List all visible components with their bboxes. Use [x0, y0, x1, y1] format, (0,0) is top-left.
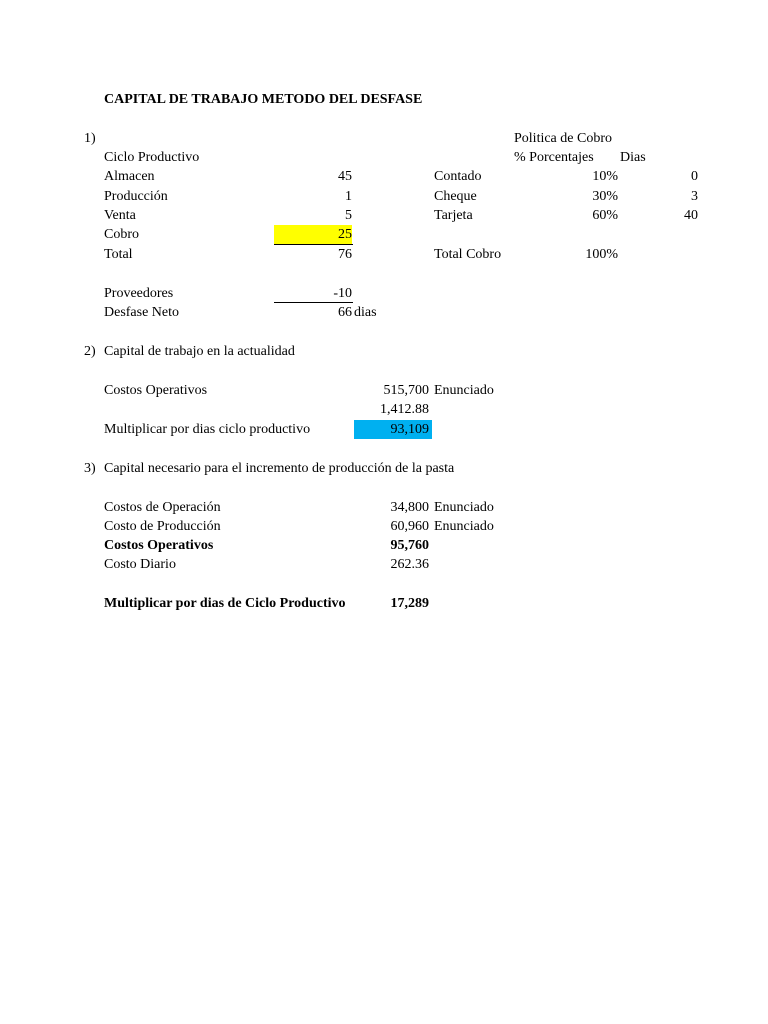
cheque-pct: 30% [592, 189, 618, 204]
costos-operativos-total-value: 95,760 [390, 538, 429, 553]
produccion-value: 1 [345, 189, 352, 204]
produccion-label: Producción [104, 189, 168, 204]
proveedores-label: Proveedores [104, 286, 174, 301]
tarjeta-label: Tarjeta [434, 208, 473, 223]
multiplicar-actual-label: Multiplicar por dias ciclo productivo [104, 422, 311, 437]
section-2-number: 2) [84, 344, 96, 359]
section-1-number: 1) [84, 131, 96, 146]
tarjeta-days: 40 [684, 208, 698, 223]
costos-operacion-note: Enunciado [434, 500, 494, 515]
almacen-label: Almacen [104, 169, 155, 184]
costos-operacion-label: Costos de Operación [104, 500, 221, 515]
total-value: 76 [338, 247, 352, 262]
section-2-heading: Capital de trabajo en la actualidad [104, 344, 295, 359]
tarjeta-pct: 60% [592, 208, 618, 223]
dias-header: Dias [620, 150, 646, 165]
total-cobro-label: Total Cobro [434, 247, 502, 262]
sheet-title: CAPITAL DE TRABAJO METODO DEL DESFASE [104, 92, 423, 107]
costo-diario-label: Costo Diario [104, 557, 176, 572]
costos-operativos-total-label: Costos Operativos [104, 538, 214, 553]
costo-diario-value: 262.36 [390, 557, 429, 572]
cheque-days: 3 [691, 189, 698, 204]
contado-days: 0 [691, 169, 698, 184]
porcentajes-header: % Porcentajes [514, 150, 594, 165]
multiplicar-incremento-value: 17,289 [390, 596, 429, 611]
costos-operacion-value: 34,800 [390, 500, 429, 515]
total-label: Total [104, 247, 133, 262]
costo-produccion-note: Enunciado [434, 519, 494, 534]
desfase-value: 66 [338, 305, 352, 320]
cobro-value: 25 [274, 225, 352, 244]
section-3-heading: Capital necesario para el incremento de producción de la pasta [104, 461, 455, 476]
multiplicar-incremento-label: Multiplicar por dias de Ciclo Productivo [104, 596, 346, 611]
contado-pct: 10% [592, 169, 618, 184]
costo-produccion-label: Costo de Producción [104, 519, 221, 534]
costos-operativos-value: 515,700 [383, 383, 429, 398]
ciclo-productivo-heading: Ciclo Productivo [104, 150, 200, 165]
section-3-number: 3) [84, 461, 96, 476]
cobro-label: Cobro [104, 227, 139, 242]
venta-label: Venta [104, 208, 136, 223]
costos-operativos-note: Enunciado [434, 383, 494, 398]
proveedores-value: -10 [333, 286, 352, 301]
desfase-label: Desfase Neto [104, 305, 180, 320]
costo-produccion-value: 60,960 [390, 519, 429, 534]
venta-value: 5 [345, 208, 352, 223]
total-cobro-pct: 100% [585, 247, 618, 262]
contado-label: Contado [434, 169, 482, 184]
politica-cobro-heading: Politica de Cobro [514, 131, 612, 146]
multiplicar-actual-value: 93,109 [354, 420, 432, 439]
almacen-value: 45 [338, 169, 352, 184]
costo-diario-actual-value: 1,412.88 [380, 402, 429, 417]
desfase-unit: dias [354, 305, 377, 320]
costos-operativos-label: Costos Operativos [104, 383, 208, 398]
cheque-label: Cheque [434, 189, 477, 204]
